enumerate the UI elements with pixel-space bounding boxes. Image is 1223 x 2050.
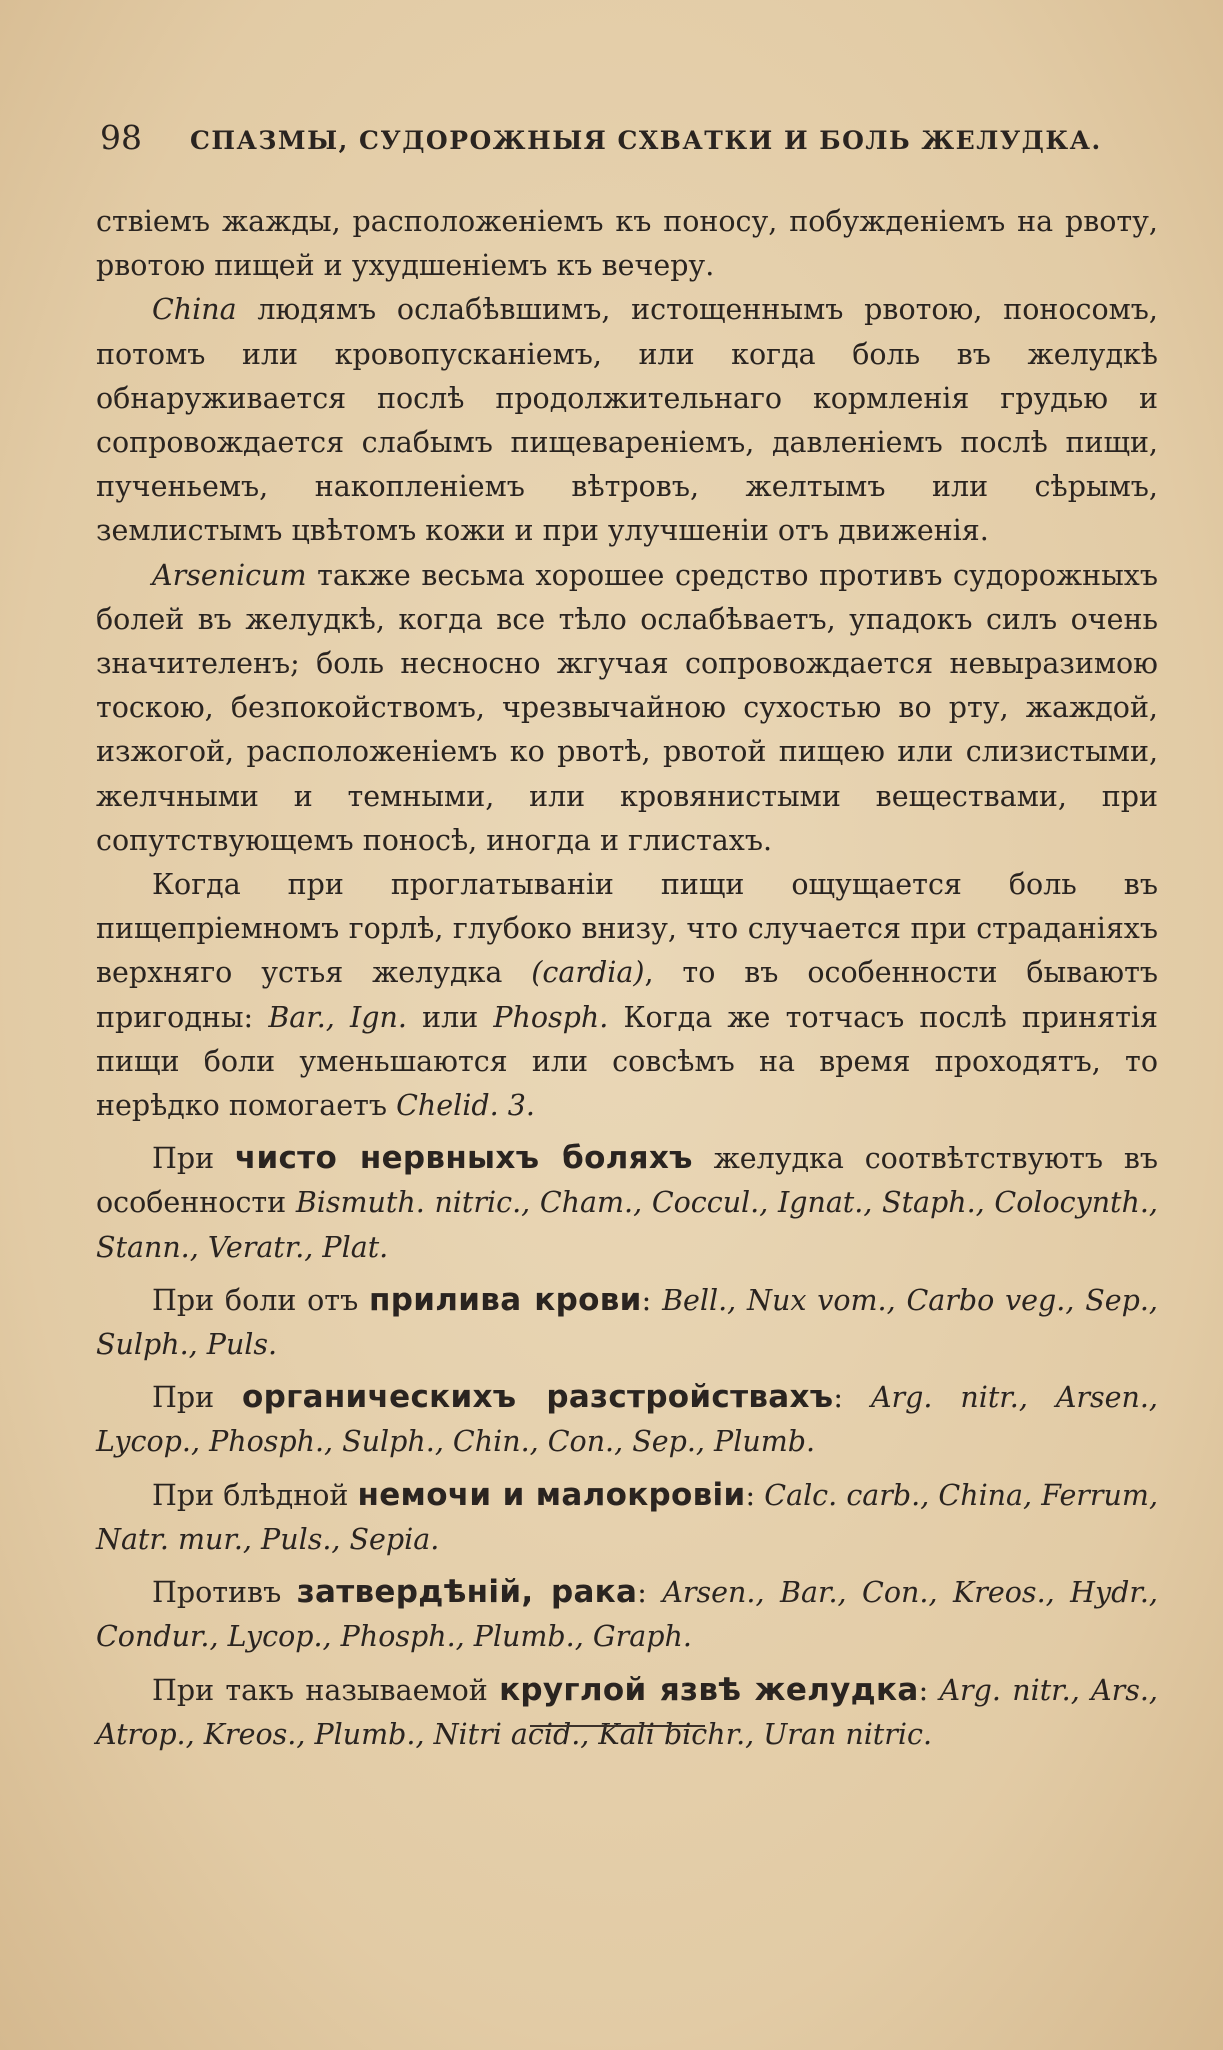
text-run: Противъ — [152, 1576, 297, 1610]
bold-heading: чисто нервныхъ боляхъ — [234, 1140, 693, 1177]
text-run: : — [745, 1478, 765, 1512]
remedy-list: Phosph. — [493, 1000, 609, 1034]
remedy-list: Arsen., Bar., Con., Kreos., Hydr., Condur., Lycop., Phosph., Plumb., Graph. — [96, 1576, 1158, 1654]
remedy-list: Arg. nitr., Ars., Atrop., Kreos., Plumb., Nitri acid., Kali bichr., Uran nitric. — [96, 1673, 1158, 1751]
bold-heading: затвердѣнiй, рака — [296, 1574, 638, 1611]
text-run: : — [833, 1381, 871, 1415]
bold-heading: органическихъ разстройствахъ — [242, 1379, 834, 1416]
remedy-list: Arg. nitr., Arsen., Lycop., Phosph., Sulph., Chin., Con., Sep., Plumb. — [96, 1381, 1158, 1459]
remedy-list: Bismuth. nitric., Cham., Coccul., Ignat., Staph., Colocynth., Stann., Veratr., Plat. — [96, 1186, 1158, 1264]
paragraph-arsenicum — [96, 554, 1158, 863]
paragraph-continuation — [96, 200, 1158, 288]
paragraph-organic-disorders — [96, 1375, 1158, 1464]
bold-heading: прилива крови — [369, 1281, 642, 1318]
text-run: людямъ ослабѣвшимъ, истощеннымъ рвотою, поносомъ, потомъ или кровопусканiемъ, или когда боль въ желудкѣ обнаруживается послѣ продолжительнаго кормленiя грудью и сопровождается слабымъ пищеваренiемъ, давленiемъ послѣ пищи, пученьемъ, накопленiемъ вѣтровъ, желтымъ или сѣрымъ, землистымъ цвѣтомъ кожи и при улучшенiи отъ движенiя. — [96, 293, 1158, 548]
text-run: : — [637, 1576, 663, 1610]
text-run: Когда же тотчасъ послѣ принятiя пищи боли уменьшаются или совсѣмъ на время проходятъ, то нерѣдко помогаетъ — [96, 1000, 1158, 1123]
paragraph-swallowing-pain — [96, 863, 1158, 1128]
text-run: ствiемъ жажды, расположенiемъ къ поносу, побужденiемъ на рвоту, рвотою пищей и ухудшенiемъ къ вечеру. — [96, 205, 1158, 283]
paragraph-china — [96, 288, 1158, 553]
text-run: , то въ особенности бываютъ пригодны: — [96, 956, 1158, 1034]
remedy-name: Arsenicum — [152, 558, 307, 592]
text-run: При такъ называемой — [152, 1673, 500, 1707]
paragraph-anemia — [96, 1473, 1158, 1562]
text-run: При боли отъ — [152, 1283, 370, 1317]
remedy-list: Bar., Ign. — [268, 1000, 407, 1034]
page-header — [100, 118, 1140, 157]
page-number: 98 — [100, 118, 142, 157]
paragraph-nervous-pain — [96, 1136, 1158, 1270]
running-head: СПАЗМЫ, СУДОРОЖНЫЯ СХВАТКИ И БОЛЬ ЖЕЛУДКА. — [190, 126, 1102, 155]
body-text — [96, 200, 1158, 1757]
bold-heading: немочи и малокровiи — [357, 1476, 746, 1513]
latin-term: (cardia) — [531, 956, 645, 990]
text-run: При — [152, 1381, 243, 1415]
remedy-name: China — [152, 293, 237, 327]
text-run: При — [152, 1142, 235, 1176]
text-run: или — [406, 1000, 494, 1034]
section-end-rule — [530, 1725, 705, 1727]
text-run: : — [641, 1283, 663, 1317]
remedy-list: Chelid. 3. — [396, 1089, 535, 1123]
paragraph-indurations — [96, 1570, 1158, 1659]
text-run: желудка соотвѣтствуютъ въ особенности — [96, 1142, 1158, 1220]
text-run: Когда при проглатыванiи пищи ощущается боль въ пищепрiемномъ горлѣ, глубоко внизу, что случается при страданiяхъ верхняго устья желудка — [96, 868, 1158, 990]
paragraph-blood-rush — [96, 1278, 1158, 1367]
remedy-list: Calc. carb., China, Ferrum, Natr. mur., Puls., Sepia. — [96, 1478, 1158, 1556]
text-run: также весьма хорошее средство противъ судорожныхъ болей въ желудкѣ, когда все тѣло ослабѣваетъ, упадокъ силъ очень значителенъ; боль несносно жгучая сопровождается невыразимою тоскою, безпокойствомъ, чрезвычайною сухостью во рту, жаждой, изжогой, расположенiемъ ко рвотѣ, рвотой пищею или слизистыми, желчными и темными, или кровянистыми веществами, при сопутствующемъ поносѣ, иногда и глистахъ. — [96, 558, 1158, 857]
remedy-list: Bell., Nux vom., Carbo veg., Sep., Sulph., Puls. — [96, 1283, 1158, 1362]
text-run: : — [918, 1673, 940, 1707]
text-run: При блѣдной — [152, 1478, 358, 1512]
paragraph-ulcer — [96, 1668, 1158, 1757]
bold-heading: круглой язвѣ желудка — [499, 1671, 919, 1708]
